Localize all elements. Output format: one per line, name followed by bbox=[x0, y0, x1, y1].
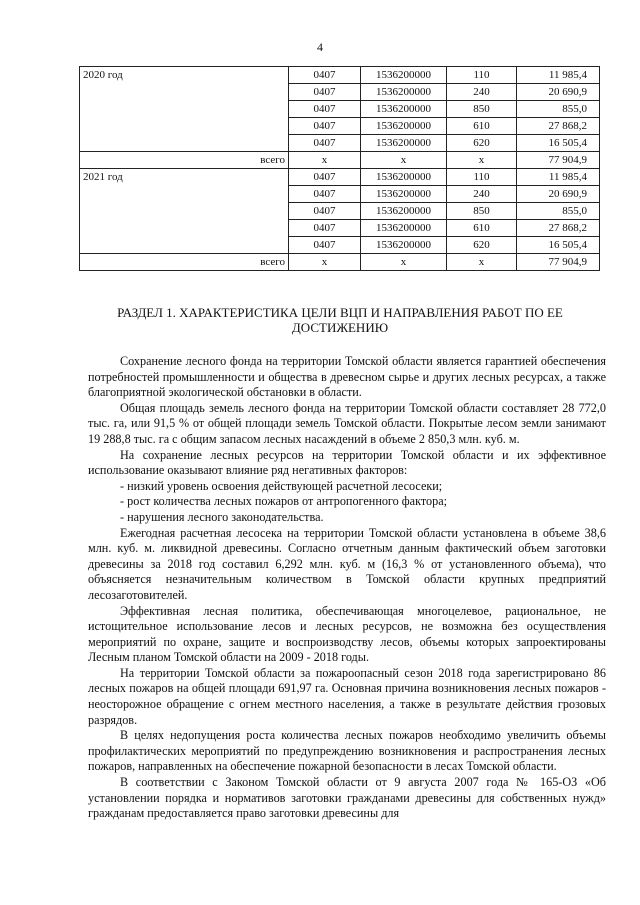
total-row bbox=[80, 152, 600, 169]
paragraph: Сохранение лесного фонда на территории Томской области является гарантией обеспечения потребностей промышленности и общества в древесном сырье и других лесных ресурсах, а также благоприятной экологической обстановки в области. bbox=[88, 354, 606, 400]
total-cell: 77 904,9 bbox=[517, 254, 600, 271]
section-code-cell: 0407 bbox=[289, 203, 361, 220]
section-code-cell: 0407 bbox=[289, 118, 361, 135]
paragraph: - рост количества лесных пожаров от антропогенного фактора; bbox=[120, 494, 447, 509]
year-cell: 2021 год bbox=[80, 169, 289, 254]
expense-type-cell: 110 bbox=[447, 169, 517, 186]
paragraph: Эффективная лесная политика, обеспечивающая многоцелевое, рациональное, не истощительное использование лесов и лесных ресурсов, не возможна без осуществления мероприятий по охране, защите и воспроизводству лесов, объемы которых запроектированы Лесным планом Томской области на 2009 - 2018 годы. bbox=[88, 603, 606, 665]
total-cell: х bbox=[447, 254, 517, 271]
section-code-cell: 0407 bbox=[289, 135, 361, 152]
section-code-cell: 0407 bbox=[289, 169, 361, 186]
amount-cell: 20 690,9 bbox=[517, 186, 600, 203]
amount-cell: 16 505,4 bbox=[517, 237, 600, 254]
expense-type-cell: 620 bbox=[447, 135, 517, 152]
amount-cell: 11 985,4 bbox=[517, 169, 600, 186]
paragraph: Общая площадь земель лесного фонда на территории Томской области составляет 28 772,0 тыс. га, или 91,5 % от общей площади земель Томской области. Покрытые лесом земли занимают 19 288,8 тыс. га с общим запасом лесных насаждений в объеме 2 850,3 млн. куб. м. bbox=[88, 400, 606, 446]
table-row bbox=[80, 169, 600, 186]
target-article-cell: 1536200000 bbox=[361, 135, 447, 152]
expense-type-cell: 850 bbox=[447, 203, 517, 220]
section-code-cell: 0407 bbox=[289, 84, 361, 101]
paragraph: На сохранение лесных ресурсов на территории Томской области и их эффективное использование оказывают влияние ряд негативных факторов: bbox=[88, 447, 606, 478]
expense-type-cell: 240 bbox=[447, 84, 517, 101]
amount-cell: 27 868,2 bbox=[517, 220, 600, 237]
page-number: 4 bbox=[317, 40, 323, 54]
total-cell: х bbox=[361, 254, 447, 271]
year-cell: 2020 год bbox=[80, 67, 289, 152]
total-label: всего bbox=[80, 254, 289, 271]
target-article-cell: 1536200000 bbox=[361, 237, 447, 254]
amount-cell: 855,0 bbox=[517, 203, 600, 220]
section-code-cell: 0407 bbox=[289, 186, 361, 203]
body-text bbox=[88, 354, 606, 822]
expense-type-cell: 610 bbox=[447, 220, 517, 237]
target-article-cell: 1536200000 bbox=[361, 118, 447, 135]
amount-cell: 855,0 bbox=[517, 101, 600, 118]
paragraph: Ежегодная расчетная лесосека на территории Томской области установлена в объеме 38,6 млн. куб. м. ликвидной древесины. Согласно отчетным данным фактический объем заготовки древесины за 2018 год составил 6,292 млн. куб. м (16,3 % от установленного объема), что объясняется незначительным количеством в Томской области крупных предприятий лесозаготовителей. bbox=[88, 525, 606, 602]
expense-type-cell: 610 bbox=[447, 118, 517, 135]
section-title: РАЗДЕЛ 1. ХАРАКТЕРИСТИКА ЦЕЛИ ВЦП И НАПРАВЛЕНИЯ РАБОТ ПО ЕЕ ДОСТИЖЕНИЮ bbox=[117, 305, 563, 335]
section-code-cell: 0407 bbox=[289, 237, 361, 254]
total-label: всего bbox=[80, 152, 289, 169]
section-code-cell: 0407 bbox=[289, 101, 361, 118]
target-article-cell: 1536200000 bbox=[361, 84, 447, 101]
expense-type-cell: 620 bbox=[447, 237, 517, 254]
section-code-cell: 0407 bbox=[289, 67, 361, 84]
total-cell: 77 904,9 bbox=[517, 152, 600, 169]
paragraph: На территории Томской области за пожароопасный сезон 2018 года зарегистрировано 86 лесных пожаров на общей площади 691,97 га. Основная причина возникновения лесных пожаров - неосторожное обращение с огнем местного населения, а также в результате действия грозовых разрядов. bbox=[88, 665, 606, 727]
expense-type-cell: 240 bbox=[447, 186, 517, 203]
target-article-cell: 1536200000 bbox=[361, 220, 447, 237]
expense-type-cell: 850 bbox=[447, 101, 517, 118]
section-code-cell: 0407 bbox=[289, 220, 361, 237]
amount-cell: 16 505,4 bbox=[517, 135, 600, 152]
total-row bbox=[80, 254, 600, 271]
total-cell: х bbox=[361, 152, 447, 169]
amount-cell: 27 868,2 bbox=[517, 118, 600, 135]
amount-cell: 11 985,4 bbox=[517, 67, 600, 84]
budget-table bbox=[79, 66, 600, 271]
paragraph: - низкий уровень освоения действующей расчетной лесосеки; bbox=[120, 478, 443, 493]
paragraph: В соответствии с Законом Томской области от 9 августа 2007 года № 165-ОЗ «Об установлении порядка и нормативов заготовки гражданами древесины для собственных нужд» гражданам предоставляется право заготовки древесины для bbox=[88, 775, 606, 821]
total-cell: х bbox=[447, 152, 517, 169]
target-article-cell: 1536200000 bbox=[361, 186, 447, 203]
total-cell: х bbox=[289, 152, 361, 169]
total-cell: х bbox=[289, 254, 361, 271]
paragraph: В целях недопущения роста количества лесных пожаров необходимо увеличить объемы профилактических мероприятий по предупреждению возникновения и распространения лесных пожаров, направленных на обеспечение пожарной безопасности в лесах Томской области. bbox=[88, 728, 606, 774]
paragraph: - нарушения лесного законодательства. bbox=[120, 509, 324, 524]
target-article-cell: 1536200000 bbox=[361, 101, 447, 118]
table-row bbox=[80, 67, 600, 84]
target-article-cell: 1536200000 bbox=[361, 203, 447, 220]
target-article-cell: 1536200000 bbox=[361, 67, 447, 84]
expense-type-cell: 110 bbox=[447, 67, 517, 84]
amount-cell: 20 690,9 bbox=[517, 84, 600, 101]
target-article-cell: 1536200000 bbox=[361, 169, 447, 186]
